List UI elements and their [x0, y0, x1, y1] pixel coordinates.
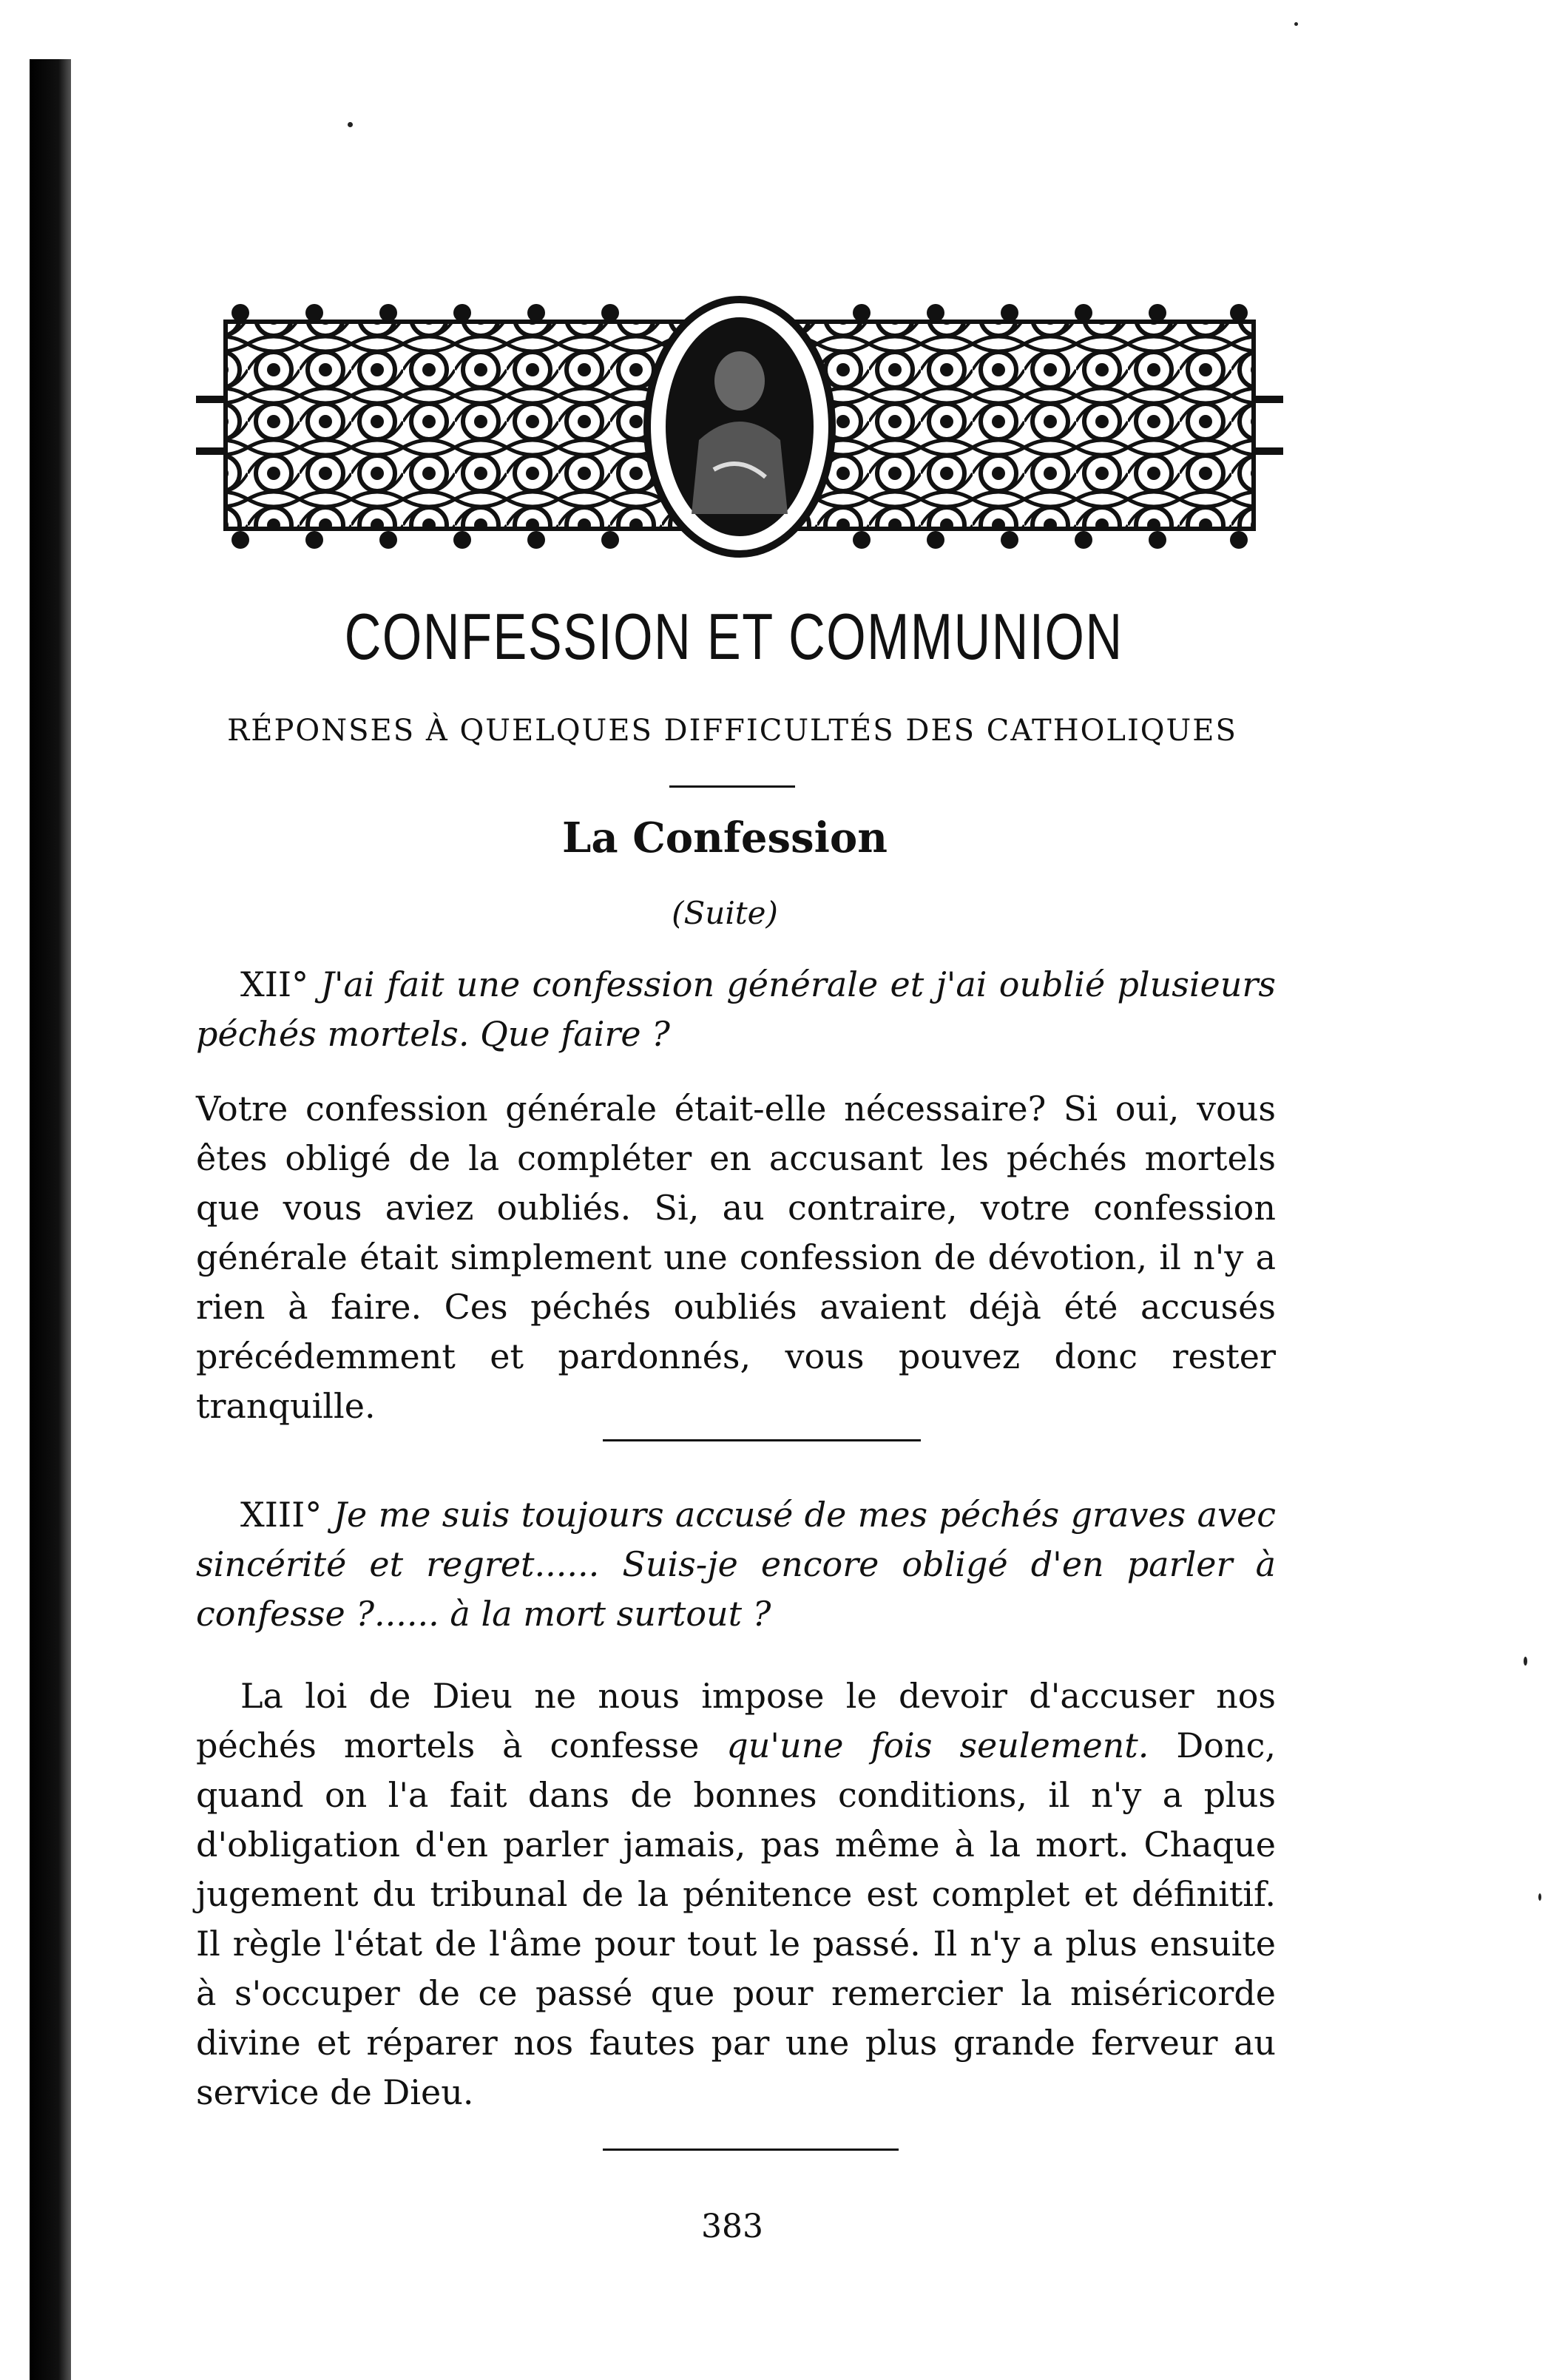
section-subtitle: (Suite) — [672, 895, 778, 931]
page-number: 383 — [701, 2208, 763, 2245]
print-speck — [1294, 22, 1298, 26]
question-13 — [196, 1490, 1276, 1639]
answer-13 — [196, 1671, 1276, 2117]
answer-text: Donc, quand on l'a fait dans de bonnes conditions, il n'y a plus d'obligation d'en parler jamais, pas même à la mort. Chaque jugement du tribunal de la pénitence est complet et définitif. Il règle l'état de l'âme pour tout le passé. Il n'y a plus ensuite à s'occuper de ce passé que pour remercier la miséricorde divine et réparer nos fautes par une plus grande ferveur au service de Dieu. — [196, 1725, 1276, 2112]
ornamental-header-band — [196, 292, 1283, 562]
question-text: J'ai fait une confession générale et j'ai oublié plusieurs péchés mortels. Que faire ? — [196, 964, 1277, 1054]
divider-rule — [603, 2149, 899, 2151]
question-number: XII° — [240, 964, 309, 1004]
answer-text: La loi de Dieu ne nous impose le devoir d'accuser nos péchés mortels à confesse — [196, 1676, 1276, 1765]
article-title: CONFESSION ET COMMUNION — [344, 600, 1123, 673]
answer-emphasis: qu'une fois seulement. — [726, 1725, 1149, 1765]
article-subtitle: RÉPONSES À QUELQUES DIFFICULTÉS DES CATHOLIQUES — [227, 714, 1237, 748]
answer-12 — [196, 1084, 1276, 1431]
print-speck — [1524, 1657, 1527, 1666]
divider-rule — [603, 1439, 921, 1441]
print-speck — [1538, 1893, 1541, 1901]
book-binding-edge — [30, 59, 71, 2380]
print-speck — [348, 122, 353, 127]
question-12 — [196, 960, 1276, 1059]
divider-rule — [669, 785, 795, 788]
section-title: La Confession — [562, 814, 888, 862]
question-number: XIII° — [240, 1495, 322, 1535]
answer-text: Votre confession générale était-elle nécessaire? Si oui, vous êtes obligé de la compléter en accusant les péchés mortels que vous aviez oubliés. Si, au contraire, votre confession générale était simplement une confession de dévotion, il n'y a rien à faire. Ces péchés oubliés avaient déjà été accusés précédemment et pardonnés, vous pouvez donc rester tranquille. — [196, 1089, 1276, 1426]
question-text: Je me suis toujours accusé de mes péchés graves avec sincérité et regret...... Suis-je encore obligé d'en parler à confesse ?...... à la mort surtout ? — [196, 1495, 1277, 1634]
